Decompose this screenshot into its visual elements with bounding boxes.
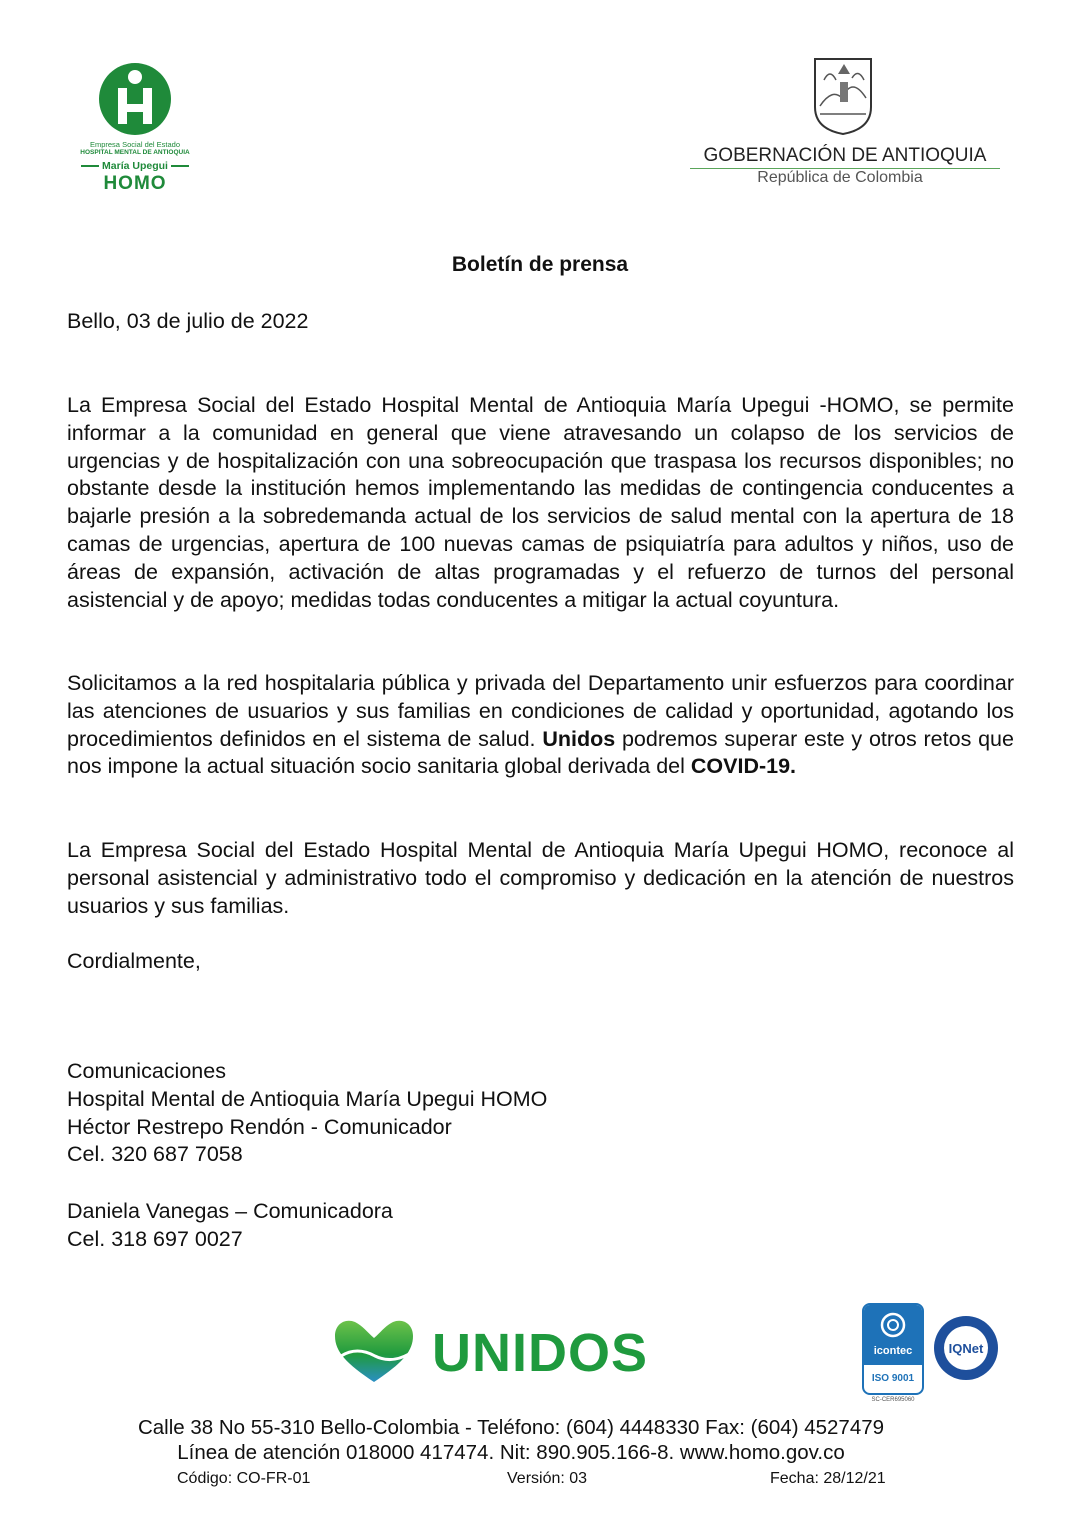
footer-date: Fecha: 28/12/21 <box>770 1470 886 1487</box>
logo-line-2: HOSPITAL MENTAL DE ANTIOQUIA <box>80 149 190 156</box>
paragraph-2-part-b: podremos superar este y otros retos que nos impone la actual situación socio sanitaria global derivada del <box>67 726 1014 779</box>
closing: Cordialmente, <box>67 949 201 973</box>
signature-line: Hospital Mental de Antioquia María Upegui HOMO <box>67 1086 548 1111</box>
footer-version: Versión: 03 <box>507 1470 588 1487</box>
unidos-logo-text: UNIDOS <box>432 1323 649 1383</box>
gobernacion-subtitle: República de Colombia <box>757 169 923 186</box>
signature-line: Héctor Restrepo Rendón - Comunicador <box>67 1114 452 1139</box>
antioquia-shield-icon <box>812 56 874 136</box>
date-line: Bello, 03 de julio de 2022 <box>67 309 309 333</box>
paragraph-2-bold-covid: COVID-19. <box>690 754 797 779</box>
logo-line-3 <box>60 159 210 173</box>
footer-contact-line: Línea de atención 018000 417474. Nit: 890.905.166-8. www.homo.gov.co <box>177 1441 845 1464</box>
homo-logo <box>60 62 210 212</box>
signature-block-1 <box>67 1058 1014 1169</box>
signature-line: Cel. 318 697 0027 <box>67 1226 243 1251</box>
iso-label: ISO 9001 <box>871 1373 915 1384</box>
page-title: Boletín de prensa <box>451 253 629 276</box>
logo-line-4: HOMO <box>103 173 167 194</box>
paragraph-3: La Empresa Social del Estado Hospital Mental de Antioquia María Upegui HOMO, reconoce al personal asistencial y administrativo todo el compromiso y dedicación en la atención de nuestros usuarios y sus familias. <box>67 838 1014 918</box>
homo-emblem-icon <box>98 62 172 136</box>
iqnet-label: IQNet <box>948 1341 984 1356</box>
icontec-swirl-icon <box>864 1305 922 1343</box>
signature-line: Daniela Vanegas – Comunicadora <box>67 1199 393 1223</box>
signature-block-2 <box>67 1198 1014 1254</box>
unidos-heart-icon <box>333 1318 415 1384</box>
logo-line-1: Empresa Social del Estado <box>89 140 181 149</box>
icontec-badge <box>862 1303 924 1395</box>
footer-code: Código: CO-FR-01 <box>177 1470 311 1487</box>
logo-line-3-text: María Upegui <box>102 160 168 172</box>
paragraph-1: La Empresa Social del Estado Hospital Mental de Antioquia María Upegui -HOMO, se permite informar a la comunidad en general que viene atravesando un colapso de los servicios de urgencias y de hospitalización con una sobreocupación que traspasa los recursos disponibles; no obstante desde la institución hemos implementando las medidas de contingencia conducentes a bajarle presión a la sobredemanda actual de los servicios de salud mental con la apertura de 18 camas de urgencias, apertura de 100 nuevas camas de psiquiatría para adultos y niños, uso de áreas de expansión, activación de altas programadas y el refuerzo de turnos del personal asistencial y de apoyo; medidas todas conducentes a mitigar la actual coyuntura. <box>67 393 1014 612</box>
certificate-code: SC-CER695060 <box>871 1397 915 1403</box>
footer-address: Calle 38 No 55-310 Bello-Colombia - Teléfono: (604) 4448330 Fax: (604) 4527479 <box>137 1416 885 1439</box>
paragraph-2-bold-unidos: Unidos <box>542 726 616 751</box>
signature-line: Comunicaciones <box>67 1059 226 1083</box>
iqnet-seal-icon <box>932 1314 1000 1382</box>
icontec-label: icontec <box>873 1345 913 1357</box>
gobernacion-title: GOBERNACIÓN DE ANTIOQUIA <box>690 145 1000 169</box>
paragraph-2 <box>67 670 1014 781</box>
signature-line: Cel. 320 687 7058 <box>67 1142 243 1167</box>
paragraph-2-part-a: Solicitamos a la red hospitalaria pública y privada del Departamento unir esfuerzos para coordinar las atenciones de usuarios y sus familias en condiciones de calidad y oportunidad, agotando los procedimientos definidos en el sistema de salud. <box>67 671 1014 751</box>
